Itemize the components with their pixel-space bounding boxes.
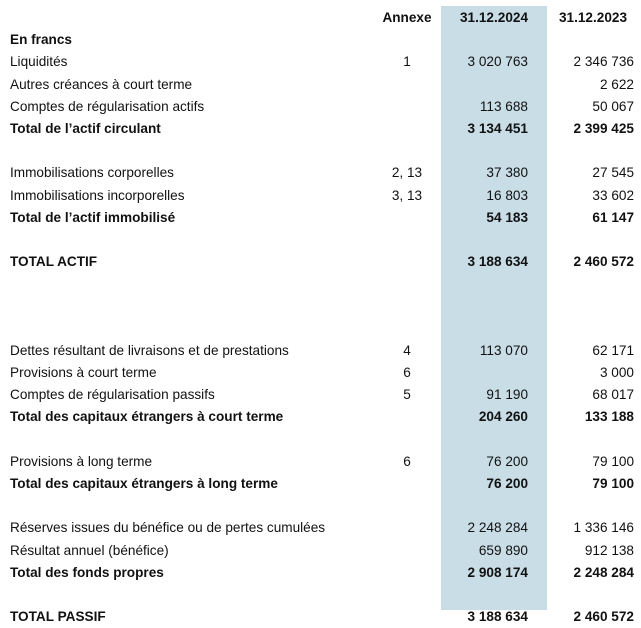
row-label: Comptes de régularisation actifs — [10, 98, 205, 114]
table-row — [0, 162, 641, 184]
table-row — [0, 140, 641, 162]
row-label: Total de l’actif circulant — [10, 120, 161, 136]
value-2023-cell: 33 602 — [592, 187, 634, 203]
balance-sheet-table — [0, 7, 641, 628]
row-label: Comptes de régularisation passifs — [10, 387, 215, 403]
value-2023-cell: 912 138 — [584, 542, 634, 558]
value-2024-cell: 3 020 763 — [467, 54, 528, 70]
row-label: Immobilisations corporelles — [10, 165, 174, 181]
table-row — [0, 207, 641, 229]
row-label: Total des capitaux étrangers à court terme — [10, 409, 284, 425]
row-label: Réserves issues du bénéfice ou de pertes cumulées — [10, 520, 326, 536]
value-2024-cell: 204 260 — [478, 409, 528, 425]
row-label: Provisions à long terme — [10, 453, 153, 469]
value-2024-cell: 91 190 — [486, 387, 528, 403]
table-row — [0, 384, 641, 406]
value-2023-cell: 2 622 — [599, 76, 634, 92]
row-label: Résultat annuel (bénéfice) — [10, 542, 169, 558]
table-row — [0, 273, 641, 295]
annexe-cell: 1 — [403, 54, 411, 70]
row-label: TOTAL PASSIF — [10, 609, 106, 625]
annexe-cell: 4 — [403, 342, 411, 358]
table-row — [0, 74, 641, 96]
table-row — [0, 118, 641, 140]
value-2023-cell: 1 336 146 — [573, 520, 634, 536]
value-2023-cell: 2 399 425 — [573, 120, 634, 136]
value-2023-cell: 27 545 — [592, 165, 634, 181]
value-2024-cell: 2 248 284 — [467, 520, 528, 536]
value-2024-cell: 3 134 451 — [467, 120, 528, 136]
value-2023-cell: 79 100 — [592, 453, 634, 469]
row-label: Dettes résultant de livraisons et de prestations — [10, 342, 289, 358]
annexe-cell: 5 — [403, 387, 411, 403]
value-2023-cell: 133 188 — [584, 409, 634, 425]
row-label: Total des capitaux étrangers à long terme — [10, 475, 278, 491]
table-row — [0, 584, 641, 606]
annexe-cell: 6 — [403, 365, 411, 380]
value-2023-cell: 61 147 — [592, 209, 634, 225]
value-2024-cell: 113 070 — [479, 342, 528, 358]
table-row — [0, 340, 641, 362]
table-row — [0, 362, 641, 384]
row-label: Total des fonds propres — [10, 564, 164, 580]
value-2023-cell: 79 100 — [592, 475, 634, 491]
table-row — [0, 517, 641, 539]
row-label: Immobilisations incorporelles — [10, 187, 185, 203]
table-row — [0, 562, 641, 584]
table-row — [0, 540, 641, 562]
row-label: Autres créances à court terme — [10, 76, 193, 92]
value-2023-cell: 2 346 736 — [573, 54, 634, 70]
table-row — [0, 429, 641, 451]
table-row — [0, 495, 641, 517]
row-label: Provisions à court terme — [10, 365, 157, 380]
annexe-cell: 3, 13 — [391, 187, 423, 203]
value-2024-cell: 659 890 — [478, 542, 528, 558]
value-2023-cell: 3 000 — [599, 365, 634, 380]
annexe-header: Annexe — [382, 10, 432, 25]
table-row — [0, 451, 641, 473]
year-2024-header: 31.12.2024 — [459, 10, 529, 25]
value-2024-cell: 16 803 — [486, 187, 528, 203]
table-row — [0, 406, 641, 428]
value-2023-cell: 62 171 — [592, 342, 634, 358]
table-row — [0, 251, 641, 273]
value-2024-cell: 3 188 634 — [467, 254, 528, 270]
value-2024-cell: 3 188 634 — [467, 609, 528, 625]
value-2024-cell: 54 183 — [486, 209, 528, 225]
annexe-cell: 6 — [403, 453, 411, 469]
year-2023-header: 31.12.2023 — [558, 10, 628, 25]
value-2023-cell: 2 460 572 — [573, 254, 634, 270]
row-label: Total de l’actif immobilisé — [10, 209, 176, 225]
value-2024-cell: 2 908 174 — [467, 564, 528, 580]
table-row — [0, 51, 641, 73]
value-2024-cell: 76 200 — [486, 475, 528, 491]
header-row — [0, 7, 641, 29]
table-row — [0, 185, 641, 207]
value-2024-cell: 37 380 — [486, 165, 528, 181]
value-2023-cell: 68 017 — [592, 387, 634, 403]
row-label: TOTAL ACTIF — [10, 254, 98, 270]
table-row — [0, 96, 641, 118]
value-2023-cell: 50 067 — [592, 98, 634, 114]
table-row — [0, 295, 641, 317]
value-2023-cell: 2 460 572 — [573, 609, 634, 625]
table-row — [0, 29, 641, 51]
table-row — [0, 318, 641, 340]
table-row — [0, 473, 641, 495]
row-label: Liquidités — [10, 54, 68, 70]
table-row — [0, 229, 641, 251]
value-2024-cell: 113 688 — [479, 98, 528, 114]
annexe-cell: 2, 13 — [391, 165, 423, 181]
table-row — [0, 606, 641, 628]
row-label: En francs — [10, 32, 72, 48]
value-2023-cell: 2 248 284 — [573, 564, 634, 580]
value-2024-cell: 76 200 — [486, 453, 528, 469]
